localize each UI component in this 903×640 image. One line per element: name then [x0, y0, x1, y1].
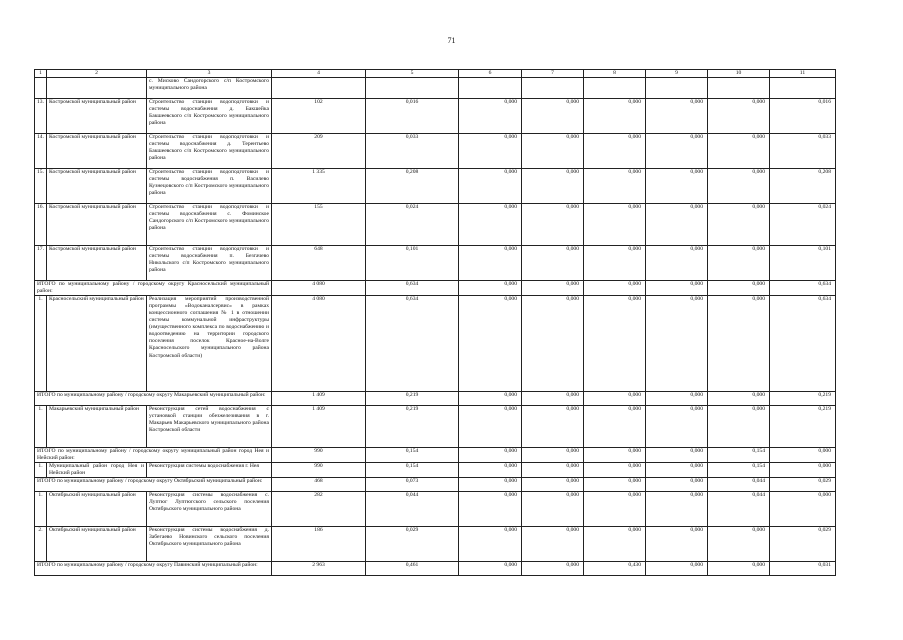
row-number-cell: 2. [35, 527, 47, 562]
total-label-cell: ИТОГО по муниципальному району / городскому округу Красносельский муниципальный район: [35, 281, 272, 296]
value-cell: 0,044 [708, 478, 770, 492]
organization-cell: Костромской муниципальный район [47, 99, 147, 134]
value-cell: 0,000 [522, 406, 584, 448]
value-cell: 0,000 [522, 281, 584, 296]
table-row [35, 134, 836, 169]
value-cell [646, 78, 708, 99]
value-cell: 0,000 [459, 478, 522, 492]
value-cell: 0,000 [584, 169, 646, 204]
value-cell: 0,000 [522, 448, 584, 463]
value-cell: 0,000 [522, 99, 584, 134]
value-cell: 0,154 [708, 463, 770, 478]
value-cell: 0,000 [584, 392, 646, 406]
column-number-header: 2 [47, 70, 147, 78]
organization-cell: Октябрьский муниципальный район [47, 527, 147, 562]
value-cell: 0,000 [646, 392, 708, 406]
value-cell [522, 78, 584, 99]
organization-cell [47, 78, 147, 99]
total-row [35, 448, 836, 463]
description-cell: Реконструкция системы водоснабжения д. Забегаево Новинского сельского поселения Октябрьского муниципального района [147, 527, 272, 562]
value-cell: 0,000 [459, 296, 522, 392]
value-cell: 0,000 [708, 169, 770, 204]
value-cell [708, 78, 770, 99]
value-cell: 0,000 [708, 392, 770, 406]
value-cell: 0,000 [584, 463, 646, 478]
value-cell: 0,000 [522, 478, 584, 492]
value-cell: 0,000 [646, 99, 708, 134]
value-cell: 0,634 [770, 296, 836, 392]
value-cell: 0,000 [646, 492, 708, 527]
value-cell: 0,000 [459, 204, 522, 246]
value-cell: 4 080 [272, 296, 366, 392]
organization-cell: Костромской муниципальный район [47, 169, 147, 204]
value-cell: 0,000 [459, 281, 522, 296]
value-cell: 0,000 [584, 246, 646, 281]
value-cell: 0,208 [366, 169, 459, 204]
value-cell: 990 [272, 463, 366, 478]
value-cell: 0,000 [646, 296, 708, 392]
value-cell: 0,219 [770, 392, 836, 406]
table-row [35, 99, 836, 134]
value-cell: 0,000 [459, 406, 522, 448]
total-row [35, 478, 836, 492]
value-cell: 0,000 [522, 204, 584, 246]
value-cell: 0,000 [708, 99, 770, 134]
value-cell: 0,000 [522, 463, 584, 478]
value-cell: 0,000 [459, 492, 522, 527]
description-cell: Строительство станции водоподготовки и системы водоснабжения с. Фоминское Сандогорского с/п Костромского муниципального района [147, 204, 272, 246]
column-number-header: 11 [770, 70, 836, 78]
total-label-cell: ИТОГО по муниципальному району / городскому округу Павинский муниципальный район: [35, 562, 272, 576]
value-cell: 0,000 [708, 246, 770, 281]
table-row [35, 406, 836, 448]
value-cell: 0,016 [770, 99, 836, 134]
continuation-row [35, 78, 836, 99]
total-label-cell: ИТОГО по муниципальному району / городскому округу Макарьевский муниципальный район: [35, 392, 272, 406]
value-cell [272, 78, 366, 99]
value-cell: 0,000 [770, 463, 836, 478]
total-row [35, 562, 836, 576]
value-cell: 0,024 [366, 204, 459, 246]
column-number-header: 3 [147, 70, 272, 78]
value-cell: 282 [272, 492, 366, 527]
value-cell: 0,000 [646, 246, 708, 281]
value-cell: 0,000 [584, 204, 646, 246]
value-cell: 990 [272, 448, 366, 463]
page-number: 71 [447, 36, 456, 45]
organization-cell: Костромской муниципальный район [47, 134, 147, 169]
value-cell: 0,044 [366, 492, 459, 527]
value-cell: 0,000 [522, 169, 584, 204]
value-cell: 0,208 [770, 169, 836, 204]
description-cell: Строительство станции водоподготовки и системы водоснабжения д. Бакшейка Бакшеевского с/п Костромского муниципального района [147, 99, 272, 134]
value-cell: 0,000 [584, 296, 646, 392]
value-cell: 0,000 [584, 99, 646, 134]
value-cell: 0,000 [770, 492, 836, 527]
value-cell: 0,029 [366, 527, 459, 562]
value-cell: 0,000 [646, 478, 708, 492]
description-cell: с. Мисково Сандогорского с/п Костромского муниципального района [147, 78, 272, 99]
value-cell: 0,000 [459, 134, 522, 169]
value-cell: 0,031 [770, 562, 836, 576]
value-cell: 0,000 [459, 392, 522, 406]
organization-cell: Костромской муниципальный район [47, 246, 147, 281]
description-cell: Строительство станции водоподготовки и системы водоснабжения д. Терентьево Бакшеевского с/п Костромского муниципального района [147, 134, 272, 169]
column-number-header: 7 [522, 70, 584, 78]
value-cell: 209 [272, 134, 366, 169]
value-cell: 0,430 [584, 562, 646, 576]
value-cell: 0,000 [459, 527, 522, 562]
value-cell: 0,073 [366, 478, 459, 492]
value-cell: 0,461 [366, 562, 459, 576]
header-row [35, 70, 836, 78]
row-number-cell: 13. [35, 99, 47, 134]
value-cell: 0,000 [646, 448, 708, 463]
organization-cell: Макарьевский муниципальный район [47, 406, 147, 448]
value-cell [770, 78, 836, 99]
value-cell: 0,000 [708, 134, 770, 169]
total-row [35, 281, 836, 296]
value-cell: 0,000 [459, 99, 522, 134]
value-cell: 0,000 [522, 296, 584, 392]
value-cell: 0,000 [522, 527, 584, 562]
value-cell: 0,154 [708, 448, 770, 463]
value-cell: 468 [272, 478, 366, 492]
value-cell: 4 080 [272, 281, 366, 296]
value-cell: 0,154 [366, 448, 459, 463]
value-cell: 0,000 [646, 406, 708, 448]
row-number-cell: 15. [35, 169, 47, 204]
row-number-cell: 1. [35, 296, 47, 392]
value-cell: 0,000 [646, 169, 708, 204]
value-cell: 0,000 [459, 448, 522, 463]
value-cell: 1 335 [272, 169, 366, 204]
value-cell: 0,029 [770, 527, 836, 562]
value-cell: 0,000 [459, 246, 522, 281]
table-row [35, 492, 836, 527]
value-cell: 0,219 [770, 406, 836, 448]
description-cell: Строительство станции водоподготовки и системы водоснабжения п. Безгачево Никольского с/п Костромского муниципального района [147, 246, 272, 281]
organization-cell: Красносельский муниципальный район [47, 296, 147, 392]
value-cell: 0,000 [646, 463, 708, 478]
value-cell: 0,219 [366, 392, 459, 406]
value-cell: 0,000 [708, 281, 770, 296]
value-cell: 0,024 [770, 204, 836, 246]
investment-program-table [34, 69, 836, 576]
organization-cell: Костромской муниципальный район [47, 204, 147, 246]
value-cell: 0,000 [522, 246, 584, 281]
row-number-cell: 16. [35, 204, 47, 246]
value-cell: 0,000 [770, 448, 836, 463]
total-label-cell: ИТОГО по муниципальному району / городскому округу Октябрьский муниципальный район: [35, 478, 272, 492]
description-cell: Реконструкция системы водоснабжения г. Нея [147, 463, 272, 478]
row-number-cell: 1. [35, 406, 47, 448]
value-cell: 0,000 [459, 562, 522, 576]
value-cell: 0,016 [366, 99, 459, 134]
value-cell: 0,219 [366, 406, 459, 448]
value-cell [584, 78, 646, 99]
row-number-cell: 17. [35, 246, 47, 281]
organization-cell: Октябрьский муниципальный район [47, 492, 147, 527]
value-cell: 648 [272, 246, 366, 281]
value-cell: 0,101 [366, 246, 459, 281]
value-cell: 0,000 [708, 562, 770, 576]
value-cell: 0,000 [646, 281, 708, 296]
value-cell: 0,000 [459, 169, 522, 204]
value-cell: 0,000 [708, 406, 770, 448]
table-row [35, 296, 836, 392]
value-cell: 0,000 [584, 134, 646, 169]
description-cell: Реконструкция системы водоснабжения с. Луптюг Луптюгского сельского поселения Октябрьского муниципального района [147, 492, 272, 527]
value-cell: 0,000 [522, 562, 584, 576]
total-label-cell: ИТОГО по муниципальному району / городскому округу муниципальный район город Нея и Нейский район: [35, 448, 272, 463]
total-row [35, 392, 836, 406]
column-number-header: 6 [459, 70, 522, 78]
value-cell: 0,000 [459, 463, 522, 478]
value-cell: 1 409 [272, 406, 366, 448]
value-cell: 1 409 [272, 392, 366, 406]
value-cell: 0,000 [584, 406, 646, 448]
value-cell: 2 963 [272, 562, 366, 576]
value-cell [366, 78, 459, 99]
value-cell: 0,000 [646, 204, 708, 246]
value-cell: 0,000 [584, 492, 646, 527]
value-cell: 0,000 [708, 296, 770, 392]
value-cell: 0,000 [584, 478, 646, 492]
value-cell: 186 [272, 527, 366, 562]
value-cell: 0,634 [366, 296, 459, 392]
table-row [35, 169, 836, 204]
table-row [35, 246, 836, 281]
column-number-header: 9 [646, 70, 708, 78]
value-cell: 0,033 [770, 134, 836, 169]
value-cell: 0,101 [770, 246, 836, 281]
value-cell: 0,000 [522, 492, 584, 527]
value-cell: 155 [272, 204, 366, 246]
value-cell: 0,000 [522, 134, 584, 169]
value-cell: 0,000 [708, 204, 770, 246]
column-number-header: 5 [366, 70, 459, 78]
row-number-cell [35, 78, 47, 99]
value-cell: 0,000 [646, 134, 708, 169]
value-cell: 0,000 [646, 527, 708, 562]
value-cell: 102 [272, 99, 366, 134]
value-cell: 0,033 [366, 134, 459, 169]
column-number-header: 8 [584, 70, 646, 78]
table-row [35, 527, 836, 562]
value-cell: 0,634 [770, 281, 836, 296]
value-cell: 0,634 [366, 281, 459, 296]
table-row [35, 204, 836, 246]
column-number-header: 1 [35, 70, 47, 78]
table-row [35, 463, 836, 478]
value-cell: 0,000 [584, 281, 646, 296]
description-cell: Реализация мероприятий производственной программы «Водоканалсервис» в рамках концессионного соглашения № 1 в отношении системы коммунальной инфраструктуры (имущественного комплекса по водоснабжению и водоотведению на территории городского поселения поселок Красное-на-Волге Красносельского муниципального района Костромской области) [147, 296, 272, 392]
value-cell: 0,000 [584, 527, 646, 562]
value-cell: 0,000 [522, 392, 584, 406]
value-cell: 0,029 [770, 478, 836, 492]
description-cell: Реконструкция сетей водоснабжения с установкой станции обезжелезивания в г. Макарьев Макарьевского муниципального района Костромской области [147, 406, 272, 448]
value-cell: 0,044 [708, 492, 770, 527]
row-number-cell: 1. [35, 463, 47, 478]
organization-cell: Муниципальный район город Нея и Нейский район [47, 463, 147, 478]
row-number-cell: 14. [35, 134, 47, 169]
description-cell: Строительство станции водоподготовки и системы водоснабжения п. Василево Кузнецовского с/п Костромского муниципального района [147, 169, 272, 204]
column-number-header: 4 [272, 70, 366, 78]
value-cell: 0,154 [366, 463, 459, 478]
column-number-header: 10 [708, 70, 770, 78]
row-number-cell: 1. [35, 492, 47, 527]
value-cell: 0,000 [646, 562, 708, 576]
value-cell: 0,000 [584, 448, 646, 463]
value-cell [459, 78, 522, 99]
value-cell: 0,000 [708, 527, 770, 562]
